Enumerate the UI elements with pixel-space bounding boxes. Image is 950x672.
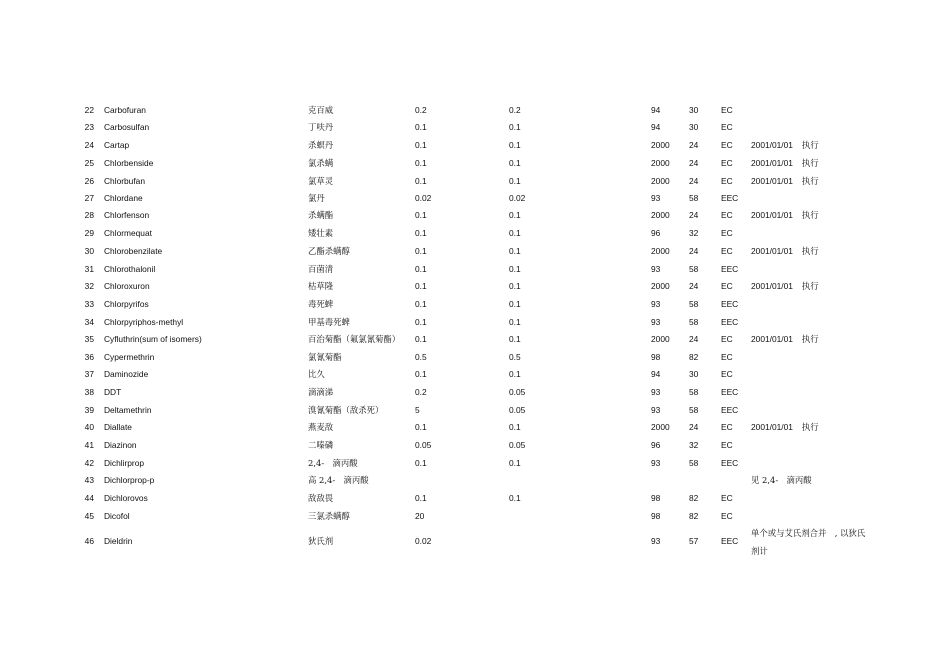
- table-row: [0, 225, 950, 242]
- limit-value-2: 0.1: [509, 246, 521, 256]
- limit-value-2: 0.2: [509, 105, 521, 115]
- directive-number: 58: [689, 317, 699, 327]
- directive-year: 94: [651, 122, 661, 132]
- directive-number: 82: [689, 493, 699, 503]
- status-note: 执行: [801, 158, 819, 168]
- pesticide-english-name: Dichlorovos: [104, 493, 148, 503]
- row-note: [751, 508, 760, 525]
- limit-value-1: 0.1: [415, 458, 427, 468]
- directive-year: 93: [651, 536, 661, 546]
- row-note: [751, 490, 760, 507]
- effective-date: 2001/01/01: [751, 422, 793, 432]
- pesticide-english-name: Chlormequat: [104, 228, 152, 238]
- directive-year: 2000: [651, 246, 670, 256]
- directive-year: 2000: [651, 158, 670, 168]
- table-row: [0, 261, 950, 278]
- pesticide-chinese-name: 百治菊酯（氟氯氰菊酯）: [308, 334, 401, 344]
- limit-value-1: 0.02: [415, 193, 432, 203]
- directive-number: 24: [689, 422, 699, 432]
- effective-date: 2001/01/01: [751, 334, 793, 344]
- directive-type: EEC: [721, 405, 739, 415]
- effective-date: 2001/01/01: [751, 140, 793, 150]
- limit-value-2: 0.1: [509, 228, 521, 238]
- pesticide-chinese-name: 高 2,4- 滴丙酸: [308, 475, 369, 485]
- directive-year: 2000: [651, 422, 670, 432]
- effective-date: 2001/01/01: [751, 158, 793, 168]
- table-row: [0, 349, 950, 366]
- pesticide-english-name: Chlorpyrifos: [104, 299, 149, 309]
- effective-date: 2001/01/01: [751, 210, 793, 220]
- directive-number: 32: [689, 440, 699, 450]
- directive-year: 96: [651, 440, 661, 450]
- directive-number: 58: [689, 405, 699, 415]
- row-note: [751, 296, 760, 313]
- pesticide-chinese-name: 三氯杀螨醇: [308, 511, 350, 521]
- pesticide-english-name: Deltamethrin: [104, 405, 152, 415]
- directive-year: 2000: [651, 281, 670, 291]
- directive-number: 58: [689, 387, 699, 397]
- directive-number: 82: [689, 352, 699, 362]
- row-note: [751, 225, 760, 242]
- row-number: 25: [84, 158, 94, 168]
- pesticide-english-name: Chlorbenside: [104, 158, 154, 168]
- table-row: [0, 508, 950, 525]
- status-note: 执行: [801, 210, 819, 220]
- directive-year: 2000: [651, 210, 670, 220]
- directive-type: EEC: [721, 387, 739, 397]
- limit-value-2: 0.05: [509, 405, 526, 415]
- pesticide-chinese-name: 氯氰菊酯: [308, 352, 342, 362]
- directive-year: 2000: [651, 140, 670, 150]
- directive-year: 96: [651, 228, 661, 238]
- pesticide-english-name: Daminozide: [104, 369, 149, 379]
- directive-type: EC: [721, 352, 733, 362]
- pesticide-english-name: Carbosulfan: [104, 122, 150, 132]
- pesticide-english-name: DDT: [104, 387, 122, 397]
- row-number: 37: [84, 369, 94, 379]
- row-number: 23: [84, 122, 94, 132]
- pesticide-chinese-name: 矮壮素: [308, 228, 334, 238]
- row-number: 32: [84, 281, 94, 291]
- limit-value-2: 0.1: [509, 140, 521, 150]
- limit-value-1: 0.2: [415, 105, 427, 115]
- limit-value-1: 5: [415, 405, 420, 415]
- pesticide-english-name: Cartap: [104, 140, 130, 150]
- directive-type: EC: [721, 369, 733, 379]
- row-note: [751, 278, 819, 295]
- pesticide-english-name: Dichlirprop: [104, 458, 145, 468]
- pesticide-english-name: Dieldrin: [104, 536, 133, 546]
- table-row: [0, 155, 950, 172]
- directive-year: 98: [651, 352, 661, 362]
- directive-year: 94: [651, 369, 661, 379]
- directive-number: 30: [689, 105, 699, 115]
- limit-value-1: 20: [415, 511, 425, 521]
- row-note: [751, 155, 819, 172]
- pesticide-english-name: Cypermethrin: [104, 352, 155, 362]
- pesticide-chinese-name: 滴滴涕: [308, 387, 334, 397]
- directive-type: EC: [721, 176, 733, 186]
- limit-value-1: 0.1: [415, 176, 427, 186]
- row-number: 30: [84, 246, 94, 256]
- table-row: [0, 119, 950, 136]
- row-note: [751, 243, 819, 260]
- directive-number: 58: [689, 458, 699, 468]
- table-row: [0, 296, 950, 313]
- row-number: 42: [84, 458, 94, 468]
- directive-year: 2000: [651, 334, 670, 344]
- table-row: [0, 102, 950, 119]
- directive-type: EEC: [721, 536, 739, 546]
- pesticide-chinese-name: 二嗪磷: [308, 440, 334, 450]
- directive-type: EC: [721, 440, 733, 450]
- note-line: 剂计: [751, 546, 768, 556]
- pesticide-chinese-name: 甲基毒死蜱: [308, 317, 350, 327]
- status-note: 执行: [801, 281, 819, 291]
- table-row: [0, 472, 950, 489]
- limit-value-1: 0.1: [415, 246, 427, 256]
- pesticide-chinese-name: 克百威: [308, 105, 334, 115]
- limit-value-1: 0.5: [415, 352, 427, 362]
- directive-year: 93: [651, 387, 661, 397]
- directive-type: EC: [721, 246, 733, 256]
- row-number: 28: [84, 210, 94, 220]
- row-number: 40: [84, 422, 94, 432]
- directive-number: 24: [689, 140, 699, 150]
- limit-value-1: 0.1: [415, 158, 427, 168]
- row-number: 36: [84, 352, 94, 362]
- limit-value-1: 0.1: [415, 264, 427, 274]
- pesticide-chinese-name: 比久: [308, 369, 325, 379]
- pesticide-english-name: Chlordane: [104, 193, 143, 203]
- row-note: [751, 455, 760, 472]
- pesticide-english-name: Carbofuran: [104, 105, 146, 115]
- limit-value-1: 0.1: [415, 140, 427, 150]
- pesticide-chinese-name: 枯草隆: [308, 281, 334, 291]
- row-note: [751, 137, 819, 154]
- table-row: [0, 243, 950, 260]
- directive-number: 57: [689, 536, 699, 546]
- row-note: [751, 349, 760, 366]
- row-number: 29: [84, 228, 94, 238]
- row-number: 34: [84, 317, 94, 327]
- status-note: 执行: [801, 140, 819, 150]
- directive-type: EC: [721, 140, 733, 150]
- pesticide-english-name: Diallate: [104, 422, 132, 432]
- row-number: 26: [84, 176, 94, 186]
- limit-value-2: 0.1: [509, 422, 521, 432]
- pesticide-chinese-name: 敌敌畏: [308, 493, 334, 503]
- row-note: [751, 314, 760, 331]
- limit-value-2: 0.1: [509, 299, 521, 309]
- directive-number: 24: [689, 246, 699, 256]
- directive-number: 24: [689, 158, 699, 168]
- pesticide-chinese-name: 氯杀螨: [308, 158, 334, 168]
- row-note: [751, 331, 819, 348]
- directive-type: EEC: [721, 193, 739, 203]
- row-number: 46: [84, 536, 94, 546]
- directive-number: 24: [689, 176, 699, 186]
- table-row: [0, 173, 950, 190]
- limit-value-1: 0.02: [415, 536, 432, 546]
- limit-value-1: 0.2: [415, 387, 427, 397]
- row-note: [751, 472, 821, 489]
- table-row: [0, 402, 950, 419]
- directive-type: EC: [721, 511, 733, 521]
- row-number: 33: [84, 299, 94, 309]
- pesticide-chinese-name: 杀螟丹: [308, 140, 334, 150]
- directive-type: EC: [721, 422, 733, 432]
- limit-value-1: 0.1: [415, 493, 427, 503]
- pesticide-english-name: Dicofol: [104, 511, 130, 521]
- row-note: [751, 173, 819, 190]
- limit-value-1: 0.1: [415, 281, 427, 291]
- status-note: 执行: [801, 422, 819, 432]
- directive-year: 94: [651, 105, 661, 115]
- directive-number: 58: [689, 193, 699, 203]
- limit-value-2: 0.05: [509, 387, 526, 397]
- table-row: [0, 490, 950, 507]
- row-note: [751, 190, 760, 207]
- row-note: [751, 437, 760, 454]
- directive-number: 58: [689, 264, 699, 274]
- table-row: [0, 331, 950, 348]
- pesticide-chinese-name: 溴氰菊酯（敌杀死）: [308, 405, 384, 415]
- directive-type: EEC: [721, 299, 739, 309]
- limit-value-2: 0.1: [509, 493, 521, 503]
- directive-number: 30: [689, 122, 699, 132]
- table-row: [0, 314, 950, 331]
- limit-value-2: 0.1: [509, 176, 521, 186]
- pesticide-chinese-name: 氯草灵: [308, 176, 334, 186]
- directive-year: 93: [651, 458, 661, 468]
- pesticide-chinese-name: 丁呋丹: [308, 122, 334, 132]
- limit-value-2: 0.5: [509, 352, 521, 362]
- table-row: [0, 137, 950, 154]
- directive-year: 93: [651, 299, 661, 309]
- pesticide-chinese-name: 燕麦敌: [308, 422, 334, 432]
- row-number: 38: [84, 387, 94, 397]
- directive-type: EC: [721, 210, 733, 220]
- limit-value-1: 0.1: [415, 317, 427, 327]
- directive-year: 2000: [651, 176, 670, 186]
- pesticide-english-name: Diazinon: [104, 440, 137, 450]
- directive-number: 58: [689, 299, 699, 309]
- pesticide-chinese-name: 乙酯杀螨醇: [308, 246, 350, 256]
- pesticide-chinese-name: 毒死蜱: [308, 299, 334, 309]
- limit-value-2: 0.05: [509, 440, 526, 450]
- row-note: [751, 207, 819, 224]
- pesticide-english-name: Chlorfenson: [104, 210, 150, 220]
- directive-number: 24: [689, 334, 699, 344]
- directive-type: EEC: [721, 317, 739, 327]
- status-note: 执行: [801, 246, 819, 256]
- limit-value-1: 0.1: [415, 299, 427, 309]
- directive-number: 82: [689, 511, 699, 521]
- row-note: [751, 366, 760, 383]
- table-row: [0, 455, 950, 472]
- row-number: 39: [84, 405, 94, 415]
- row-note: [751, 384, 760, 401]
- row-number: 41: [84, 440, 94, 450]
- limit-value-1: 0.1: [415, 210, 427, 220]
- directive-type: EC: [721, 228, 733, 238]
- limit-value-2: 0.1: [509, 317, 521, 327]
- table-row: [0, 366, 950, 383]
- effective-date: 2001/01/01: [751, 176, 793, 186]
- row-note: [751, 419, 819, 436]
- pesticide-chinese-name: 百菌清: [308, 264, 334, 274]
- status-note: 执行: [801, 334, 819, 344]
- directive-type: EEC: [721, 264, 739, 274]
- table-row: [0, 207, 950, 224]
- pesticide-chinese-name: 杀螨酯: [308, 210, 334, 220]
- directive-number: 24: [689, 210, 699, 220]
- row-number: 27: [84, 193, 94, 203]
- status-note: 执行: [801, 176, 819, 186]
- directive-type: EC: [721, 105, 733, 115]
- table-row: [0, 419, 950, 436]
- limit-value-1: 0.1: [415, 122, 427, 132]
- row-number: 45: [84, 511, 94, 521]
- row-number: 35: [84, 334, 94, 344]
- directive-year: 93: [651, 405, 661, 415]
- pesticide-chinese-name: 氯丹: [308, 193, 325, 203]
- limit-value-2: 0.1: [509, 369, 521, 379]
- table-row: [0, 190, 950, 207]
- limit-value-2: 0.1: [509, 264, 521, 274]
- pesticide-english-name: Chlorpyriphos-methyl: [104, 317, 184, 327]
- effective-date: 见 2,4- 滴丙酸: [751, 475, 812, 485]
- directive-year: 93: [651, 264, 661, 274]
- row-number: 44: [84, 493, 94, 503]
- pesticide-english-name: Chlorbufan: [104, 176, 145, 186]
- pesticide-english-name: Chloroxuron: [104, 281, 150, 291]
- pesticide-english-name: Cyfluthrin(sum of isomers): [104, 334, 202, 344]
- pesticide-english-name: Chlorobenzilate: [104, 246, 163, 256]
- directive-year: 98: [651, 511, 661, 521]
- directive-type: EC: [721, 158, 733, 168]
- limit-value-1: 0.1: [415, 334, 427, 344]
- limit-value-2: 0.1: [509, 122, 521, 132]
- directive-year: 93: [651, 317, 661, 327]
- row-number: 22: [84, 105, 94, 115]
- limit-value-1: 0.1: [415, 228, 427, 238]
- limit-value-2: 0.1: [509, 458, 521, 468]
- pesticide-chinese-name: 2,4- 滴丙酸: [308, 458, 358, 468]
- limit-value-1: 0.1: [415, 422, 427, 432]
- effective-date: 2001/01/01: [751, 246, 793, 256]
- directive-number: 32: [689, 228, 699, 238]
- note-line: 单个或与艾氏剂合并 , 以狄氏: [751, 528, 866, 538]
- limit-value-2: 0.02: [509, 193, 526, 203]
- effective-date: 2001/01/01: [751, 281, 793, 291]
- limit-value-2: 0.1: [509, 281, 521, 291]
- directive-type: EEC: [721, 458, 739, 468]
- row-number: 31: [84, 264, 94, 274]
- row-note: [751, 524, 901, 560]
- directive-year: 93: [651, 193, 661, 203]
- limit-value-2: 0.1: [509, 210, 521, 220]
- row-note: [751, 261, 760, 278]
- limit-value-1: 0.05: [415, 440, 432, 450]
- table-row: [0, 437, 950, 454]
- pesticide-english-name: Dichlorprop-p: [104, 475, 155, 485]
- row-number: 43: [84, 475, 94, 485]
- directive-year: 98: [651, 493, 661, 503]
- table-row: [0, 278, 950, 295]
- row-note: [751, 102, 760, 119]
- directive-number: 30: [689, 369, 699, 379]
- table-row: [0, 384, 950, 401]
- pesticide-chinese-name: 狄氏剂: [308, 536, 334, 546]
- directive-type: EC: [721, 281, 733, 291]
- limit-value-2: 0.1: [509, 158, 521, 168]
- limit-value-2: 0.1: [509, 334, 521, 344]
- directive-type: EC: [721, 493, 733, 503]
- row-note: [751, 402, 760, 419]
- directive-type: EC: [721, 334, 733, 344]
- directive-type: EC: [721, 122, 733, 132]
- pesticide-english-name: Chlorothalonil: [104, 264, 156, 274]
- directive-number: 24: [689, 281, 699, 291]
- row-note: [751, 119, 760, 136]
- row-number: 24: [84, 140, 94, 150]
- limit-value-1: 0.1: [415, 369, 427, 379]
